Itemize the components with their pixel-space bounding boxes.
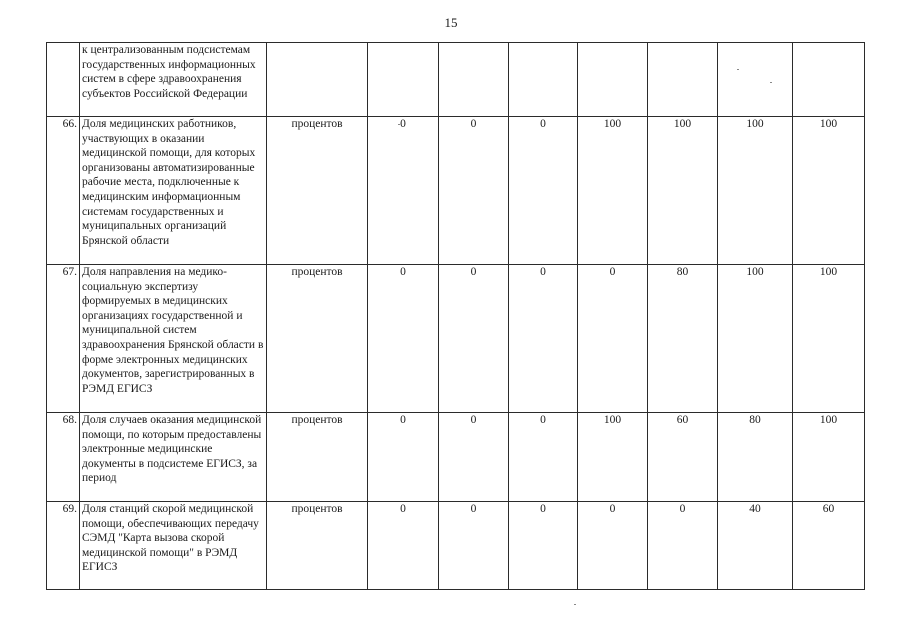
value-cell: 80 — [648, 265, 718, 413]
table-row — [47, 43, 865, 117]
scan-speck — [737, 69, 739, 70]
value-cell: 60 — [793, 502, 865, 590]
table-row — [47, 265, 865, 413]
value-cell: 0 — [509, 413, 578, 502]
scan-speck — [770, 82, 772, 83]
unit-cell: процентов — [267, 502, 368, 590]
value-cell: 0 — [509, 117, 578, 265]
value-cell — [718, 43, 793, 117]
indicator-name: к централизованным подсистемам государственных информационных систем в сфере здравоохранения субъектов Российской Федерации — [80, 43, 267, 117]
value-cell: 100 — [793, 117, 865, 265]
value-cell: 0 — [439, 117, 509, 265]
page-number: 15 — [444, 15, 458, 30]
value-cell: 0 — [439, 502, 509, 590]
value-cell — [439, 43, 509, 117]
row-number: 67. — [47, 265, 80, 413]
row-number: 68. — [47, 413, 80, 502]
value-cell: 100 — [718, 265, 793, 413]
value-cell: 100 — [793, 413, 865, 502]
scan-speck — [398, 124, 400, 125]
table-row — [47, 413, 865, 502]
value-cell: 0 — [509, 265, 578, 413]
indicators-table — [46, 42, 865, 590]
value-cell — [578, 43, 648, 117]
table-row — [47, 117, 865, 265]
row-number: 66. — [47, 117, 80, 265]
value-cell — [368, 43, 439, 117]
value-cell: 0 — [439, 413, 509, 502]
value-cell: 0 — [368, 117, 439, 265]
indicator-name: Доля медицинских работников, участвующих в оказании медицинской помощи, для которых организованы автоматизированные рабочие места, подключенные к медицинским информационным системам государственных и муниципальных организаций Брянской области — [80, 117, 267, 265]
value-cell: 100 — [718, 117, 793, 265]
table-row — [47, 502, 865, 590]
value-cell: 100 — [793, 265, 865, 413]
value-cell: 100 — [578, 413, 648, 502]
value-cell: 0 — [578, 502, 648, 590]
value-cell: 40 — [718, 502, 793, 590]
unit-cell — [267, 43, 368, 117]
value-cell — [648, 43, 718, 117]
value-cell: 60 — [648, 413, 718, 502]
value-cell: 0 — [439, 265, 509, 413]
value-cell: 80 — [718, 413, 793, 502]
row-number — [47, 43, 80, 117]
value-cell: 0 — [368, 502, 439, 590]
scan-speck — [574, 604, 576, 605]
value-cell: 0 — [578, 265, 648, 413]
indicator-name: Доля направления на медико-социальную экспертизу формируемых в медицинских организациях государственной и муниципальной систем здравоохранения Брянской области в форме электронных медицинских документов, зарегистрированных в РЭМД ЕГИСЗ — [80, 265, 267, 413]
value-cell: 100 — [648, 117, 718, 265]
unit-cell: процентов — [267, 265, 368, 413]
value-cell: 0 — [648, 502, 718, 590]
value-cell — [509, 43, 578, 117]
value-cell: 0 — [368, 413, 439, 502]
value-cell: 0 — [509, 502, 578, 590]
value-cell: 100 — [578, 117, 648, 265]
value-cell: 0 — [368, 265, 439, 413]
row-number: 69. — [47, 502, 80, 590]
unit-cell: процентов — [267, 413, 368, 502]
indicator-name: Доля станций скорой медицинской помощи, обеспечивающих передачу СЭМД "Карта вызова скорой медицинской помощи" в РЭМД ЕГИСЗ — [80, 502, 267, 590]
indicator-name: Доля случаев оказания медицинской помощи, по которым предоставлены электронные медицинские документы в подсистеме ЕГИСЗ, за период — [80, 413, 267, 502]
value-cell — [793, 43, 865, 117]
unit-cell: процентов — [267, 117, 368, 265]
